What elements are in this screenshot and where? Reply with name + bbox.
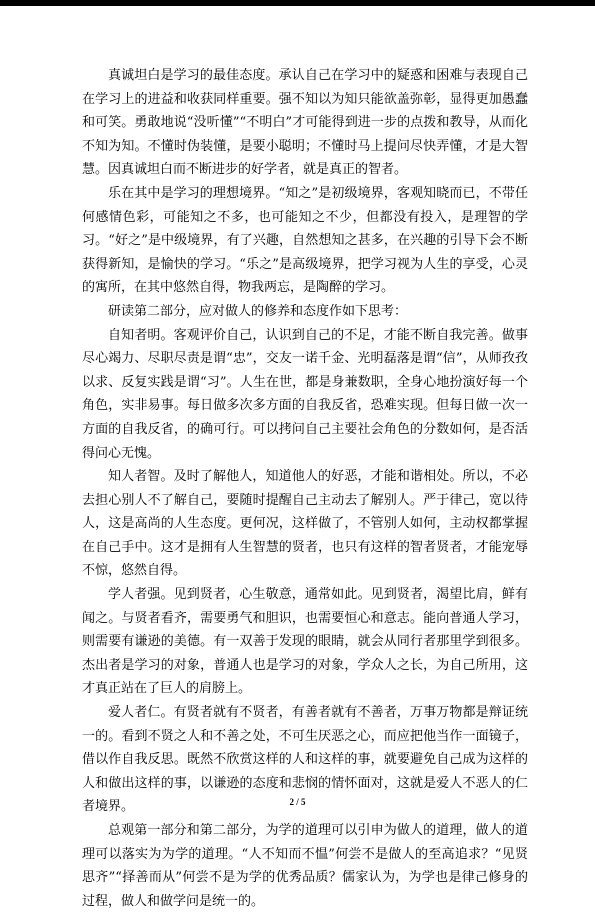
paragraph-summary: 总观第一部分和第二部分，为学的道理可以引申为做人的道理，做人的道理可以落实为为学的道理。“人不知而不愠”何尝不是做人的至高追求？“见贤思齐”“择善而从”何尝不是为学的优秀品质？儒家认为，为学也是律己修身的过程，做人和做学问是统一的。 <box>82 823 528 909</box>
paragraph-sincerity: 真诚坦白是学习的最佳态度。承认自己在学习中的疑惑和困难与表现自己在学习上的进益和收获同样重要。强不知以为知只能欲盖弥彰，显得更加愚蠢和可笑。勇敢地说“没听懂”“不明白”才可能得到进一步的点拨和教导，从而化不知为知。不懂时伪装懂，是要小聪明；不懂时马上提问尽快弄懂，才是大智慧。因真诚坦白而不断进步的好学者，就是真正的智者。 <box>82 68 528 178</box>
paragraph-knowing-others: 知人者智。及时了解他人，知道他人的好恶，才能和谐相处。所以，不必去担心别人不了解自己，要随时提醒自己主动去了解别人。严于律己，宽以待人，这是高尚的人生态度。更何况，这样做了，不管别人如何，主动权都掌握在自己手中。这才是拥有人生智慧的贤者，也只有这样的智者贤者，才能宠辱不惊，悠然自得。 <box>82 469 528 579</box>
paragraph-part-two-intro: 研读第二部分，应对做人的修养和态度作如下思考： <box>108 303 408 319</box>
paragraph-self-knowledge: 自知者明。客观评价自己，认识到自己的不足，才能不断自我完善。做事尽心竭力、尽职尽责是谓“忠”，交友一诺千金、光明磊落是谓“信”，从师孜孜以求、反复实践是谓“习”。人生在世，都是身兼数职，全身心地扮演好每一个角色，实非易事。每日做多次多方面的自我反省，恐难实现。但每日做一次一方面的自我反省，的确可行。可以拷问自己主要社会角色的分数如何，是否活得问心无愧。 <box>82 327 528 461</box>
paragraph-loving-others: 爱人者仁。有贤者就有不贤者，有善者就有不善者，万事万物都是辩证统一的。看到不贤之人和不善之处，不可生厌恶之心，而应把他当作一面镜子，借以作自我反思。既然不欣赏这样的人和这样的事，就要避免自己成为这样的人和做出这样的事，以谦逊的态度和悲悯的情怀面对，这就是爱人不恶人的仁者境界。 <box>82 705 528 815</box>
paragraph-joy-in-learning: 乐在其中是学习的理想境界。“知之”是初级境界，客观知晓而已，不带任何感情色彩，可能知之不多，也可能知之不少，但都没有投入，是理智的学习。“好之”是中级境界，有了兴趣，自然想知之甚多，在兴趣的引导下会不断获得新知，是愉快的学习。“乐之”是高级境界，把学习视为人生的享受，心灵的寓所，在其中悠然自得，物我两忘，是陶醉的学习。 <box>82 185 528 296</box>
document-body <box>82 64 528 913</box>
paragraph-learning-from-others: 学人者强。见到贤者，心生敬意，通常如此。见到贤者，渴望比肩，鲜有闻之。与贤者看齐，需要勇气和胆识，也需要恒心和意志。能向普通人学习，则需要有谦逊的美德。有一双善于发现的眼睛，就会从同行者那里学到很多。杰出者是学习的对象，普通人也是学习的对象，学众人之长，为自己所用，这才真正站在了巨人的肩膀上。 <box>82 587 528 697</box>
page-number: 2 / 5 <box>289 797 306 807</box>
top-border-bar <box>0 0 595 6</box>
